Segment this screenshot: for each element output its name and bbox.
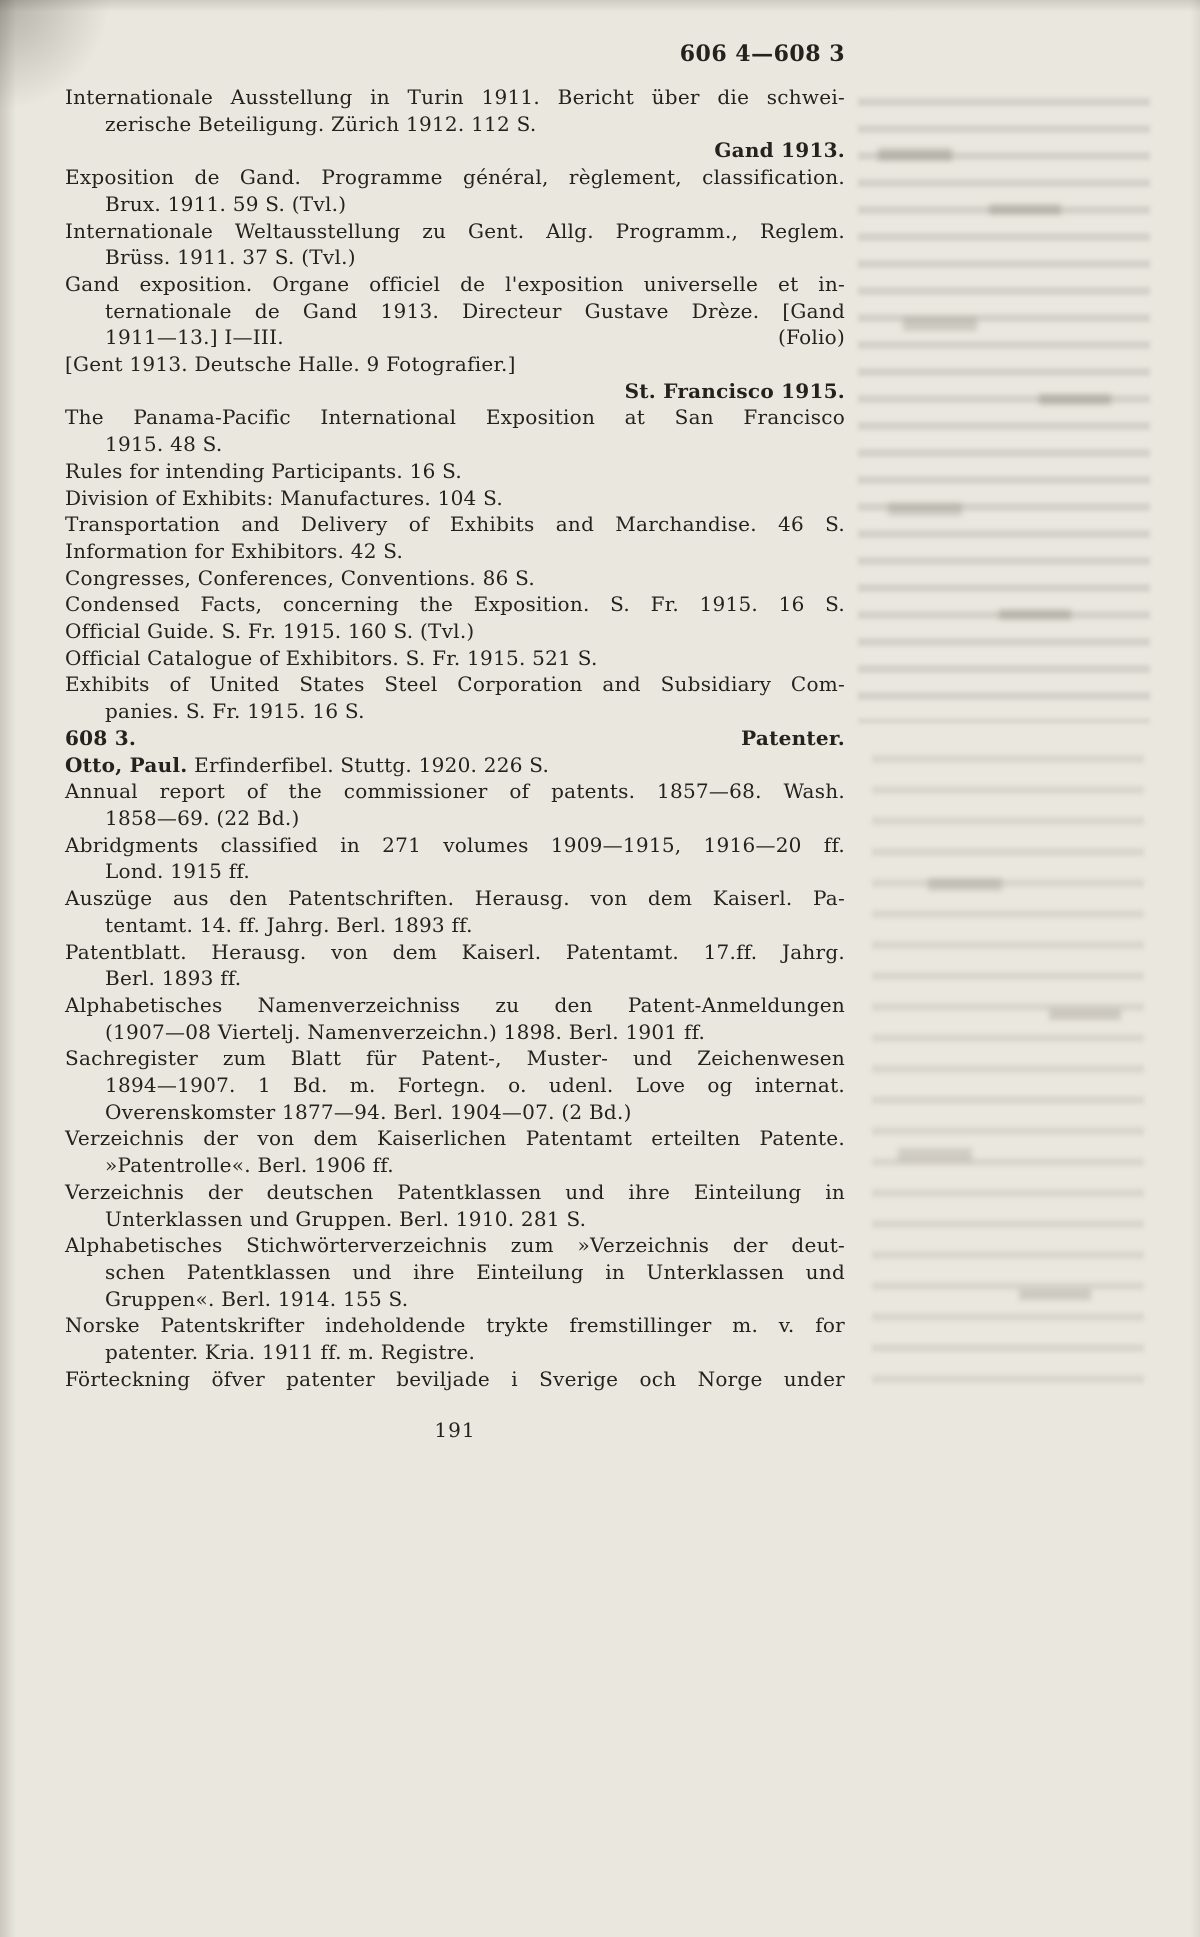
catalog-entry	[65, 1179, 845, 1232]
text-block	[65, 40, 845, 1442]
catalog-entry	[65, 271, 845, 351]
entry-line: Abridgments classified in 271 volumes 1909—1915, 1916—20 ff.	[65, 832, 845, 857]
catalog-entry	[65, 485, 845, 512]
entry-line: 1894—1907. 1 Bd. m. Fortegn. o. udenl. Love og internat.	[105, 1073, 845, 1098]
running-head-entry-numbers: 606 4—608 3	[679, 41, 845, 67]
catalog-entry	[65, 164, 845, 217]
entry-line: Lond. 1915 ff.	[105, 859, 250, 884]
entry-line: Sachregister zum Blatt für Patent-, Muster- und Zeichenwesen	[65, 1046, 845, 1071]
entry-line: Gruppen«. Berl. 1914. 155 S.	[105, 1286, 409, 1311]
entry-line: Official Guide. S. Fr. 1915. 160 S. (Tvl.)	[65, 619, 475, 644]
entry-line: Förteckning öfver patenter beviljade i Sverige och Norge under	[65, 1366, 845, 1391]
catalog-entry	[65, 778, 845, 831]
entry-line: Otto, Paul. Erfinderfibel. Stuttg. 1920. 226 S.	[65, 752, 550, 777]
section-heading: Gand 1913.	[714, 138, 845, 163]
catalog-entry	[65, 1232, 845, 1312]
catalog-entry	[65, 1366, 845, 1393]
entry-line: schen Patentklassen und ihre Einteilung in Unterklassen und	[105, 1259, 845, 1284]
entry-line: Rules for intending Participants. 16 S.	[65, 458, 463, 483]
catalog-entry	[65, 565, 845, 592]
entry-line: tentamt. 14. ff. Jahrg. Berl. 1893 ff.	[105, 912, 473, 937]
catalog-entry	[65, 351, 845, 378]
entry-line: zerische Beteiligung. Zürich 1912. 112 S.	[105, 111, 537, 136]
entry-line: Verzeichnis der deutschen Patentklassen und ihre Einteilung in	[65, 1179, 845, 1204]
entry-line	[65, 324, 845, 351]
entry-line: Unterklassen und Gruppen. Berl. 1910. 281 S.	[105, 1206, 587, 1231]
entry-line: Division of Exhibits: Manufactures. 104 S.	[65, 485, 503, 510]
entry-line: Condensed Facts, concerning the Exposition. S. Fr. 1915. 16 S.	[65, 592, 845, 617]
entry-line: Berl. 1893 ff.	[105, 966, 242, 991]
entry-line: ternationale de Gand 1913. Directeur Gustave Drèze. [Gand	[105, 298, 845, 323]
entry-line: Alphabetisches Stichwörterverzeichnis zum »Verzeichnis der deut-	[65, 1233, 845, 1258]
entry-line: Congresses, Conferences, Conventions. 86 S.	[65, 565, 535, 590]
entry-line: Brux. 1911. 59 S. (Tvl.)	[105, 191, 347, 216]
entry-line: Verzeichnis der von dem Kaiserlichen Patentamt erteilten Patente.	[65, 1126, 845, 1151]
entry-line: Annual report of the commissioner of patents. 1857—68. Wash.	[65, 779, 845, 804]
catalog-entry	[65, 511, 845, 538]
entry-line: Information for Exhibitors. 42 S.	[65, 538, 404, 563]
entry-line: Exposition de Gand. Programme général, règlement, classification.	[65, 165, 845, 190]
entry-line: panies. S. Fr. 1915. 16 S.	[105, 699, 365, 724]
format-note: (Folio)	[777, 325, 845, 350]
catalog-entry	[65, 404, 845, 457]
entry-line-text: 1911—13.] I—III.	[105, 325, 284, 350]
entry-line: Alphabetisches Namenverzeichniss zu den Patent-Anmeldungen	[65, 992, 845, 1017]
entry-line: The Panama-Pacific International Exposition at San Francisco	[65, 405, 845, 430]
entry-line: Internationale Ausstellung in Turin 1911. Bericht über die schwei-	[65, 85, 845, 109]
entry-line: patenter. Kria. 1911 ff. m. Registre.	[105, 1340, 476, 1365]
entry-line: Norske Patentskrifter indeholdende trykte fremstillinger m. v. for	[65, 1313, 845, 1338]
entry-line: [Gent 1913. Deutsche Halle. 9 Fotografier.]	[65, 352, 516, 377]
entries-list	[65, 84, 845, 1392]
entry-line: Brüss. 1911. 37 S. (Tvl.)	[105, 245, 356, 270]
catalog-entry	[65, 992, 845, 1045]
catalog-entry	[65, 832, 845, 885]
page-number: 191	[434, 1418, 476, 1443]
entry-line: Auszüge aus den Patentschriften. Herausg. von dem Kaiserl. Pa-	[65, 886, 845, 911]
entry-line: Transportation and Delivery of Exhibits and Marchandise. 46 S.	[65, 512, 845, 537]
catalog-entry	[65, 752, 845, 779]
catalog-entry	[65, 84, 845, 137]
catalog-entry	[65, 591, 845, 618]
section-heading: St. Francisco 1915.	[624, 378, 845, 403]
section-heading	[65, 725, 845, 752]
entry-line: 1858—69. (22 Bd.)	[105, 805, 300, 830]
entry-line: Internationale Weltausstellung zu Gent. Allg. Programm., Reglem.	[65, 218, 845, 243]
entry-line: 1915. 48 S.	[105, 432, 223, 457]
entry-line: »Patentrolle«. Berl. 1906 ff.	[105, 1153, 394, 1178]
entry-line: (1907—08 Viertelj. Namenverzeichn.) 1898. Berl. 1901 ff.	[105, 1019, 706, 1044]
catalog-entry	[65, 1312, 845, 1365]
catalog-entry	[65, 218, 845, 271]
entry-line: Official Catalogue of Exhibitors. S. Fr. 1915. 521 S.	[65, 645, 598, 670]
entry-line: Gand exposition. Organe officiel de l'exposition universelle et in-	[65, 271, 845, 296]
catalog-entry	[65, 458, 845, 485]
catalog-entry	[65, 618, 845, 645]
catalog-entry	[65, 885, 845, 938]
entry-line: Patentblatt. Herausg. von dem Kaiserl. Patentamt. 17.ff. Jahrg.	[65, 939, 845, 964]
entry-line: Exhibits of United States Steel Corporation and Subsidiary Com-	[65, 672, 845, 697]
catalog-entry	[65, 1125, 845, 1178]
entry-author: Otto, Paul.	[65, 752, 188, 777]
catalog-entry	[65, 538, 845, 565]
catalog-entry	[65, 671, 845, 724]
catalog-entry	[65, 1045, 845, 1125]
entry-line: Overenskomster 1877—94. Berl. 1904—07. (2 Bd.)	[105, 1099, 632, 1124]
section-title: Patenter.	[741, 725, 845, 750]
catalog-entry	[65, 939, 845, 992]
catalog-entry	[65, 645, 845, 672]
section-number: 608 3.	[65, 725, 137, 750]
